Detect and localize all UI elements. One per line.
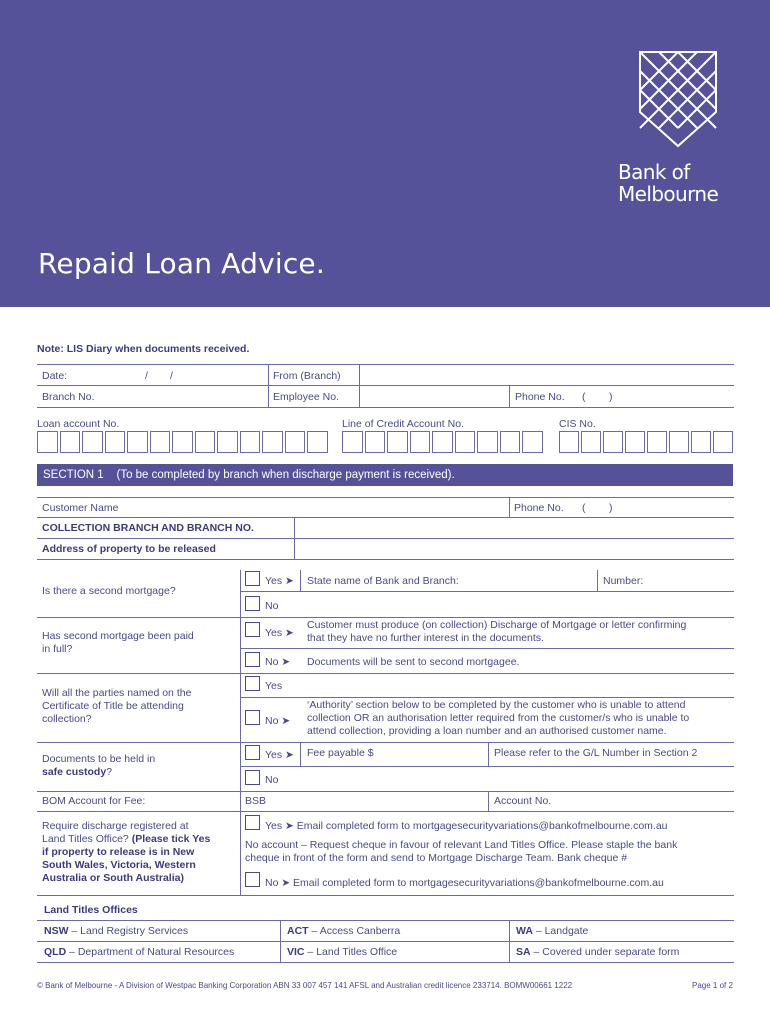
divider <box>300 570 301 591</box>
divider <box>268 364 269 407</box>
no-label: No ➤ <box>265 715 291 727</box>
state-code: ACT <box>287 925 309 937</box>
paid-in-full-yes-checkbox[interactable] <box>245 622 260 637</box>
loan-account-digit-box[interactable] <box>195 431 216 453</box>
employee-no-field[interactable] <box>361 386 507 406</box>
loan-account-digit-box[interactable] <box>240 431 261 453</box>
no-label: No ➤ <box>265 656 291 668</box>
land-office-qld <box>44 946 234 958</box>
divider <box>240 742 241 791</box>
parties-attending-question-3: collection? <box>42 713 92 725</box>
account-no-field[interactable] <box>560 792 733 810</box>
divider <box>240 617 241 673</box>
discharge-question-5: Australia or South Australia) <box>42 872 184 884</box>
discharge-question-2b: (Please tick Yes <box>131 833 211 845</box>
line-of-credit-digit-box[interactable] <box>522 431 543 453</box>
section-1-header: SECTION 1 (To be completed by branch when discharge payment is received). <box>37 464 733 486</box>
no-label: No <box>265 774 279 786</box>
phone-no-field[interactable] <box>590 386 733 406</box>
office-name: – Land Titles Office <box>304 946 398 958</box>
branch-no-label: Branch No. <box>42 391 95 403</box>
discharge-no-checkbox[interactable] <box>245 872 260 887</box>
loan-account-digit-box[interactable] <box>262 431 283 453</box>
state-code: NSW <box>44 925 69 937</box>
from-branch-label: From (Branch) <box>273 370 341 382</box>
header-banner <box>0 0 770 307</box>
phone-paren-open: ( <box>582 391 586 403</box>
loan-account-digit-box[interactable] <box>307 431 328 453</box>
divider <box>488 791 489 811</box>
yes-label: Yes ➤ <box>265 749 294 761</box>
divider <box>240 673 241 742</box>
phone-paren-close: ) <box>609 391 613 403</box>
divider <box>37 559 734 560</box>
divider <box>37 811 734 812</box>
divider <box>294 517 295 559</box>
second-mortgage-yes-checkbox[interactable] <box>245 571 260 586</box>
logo-line-2: Melbourne <box>618 182 719 206</box>
discharge-question-2a: Land Titles Office? <box>42 833 132 845</box>
account-no-label: Account No. <box>494 795 552 807</box>
divider <box>488 742 489 766</box>
cis-digit-box[interactable] <box>603 431 623 453</box>
divider <box>37 617 734 618</box>
state-code: WA <box>516 925 533 937</box>
safe-custody-question-1: Documents to be held in <box>42 753 156 765</box>
page-title: Repaid Loan Advice. <box>38 247 325 280</box>
paid-no-instruction: Documents will be sent to second mortgagee. <box>307 656 520 668</box>
divider <box>37 941 734 942</box>
loan-account-label: Loan account No. <box>37 418 120 430</box>
divider <box>240 591 734 592</box>
customer-phone-label: Phone No. <box>514 502 564 514</box>
yes-label: Yes ➤ <box>265 575 294 587</box>
cis-digit-box[interactable] <box>647 431 667 453</box>
divider <box>37 673 734 674</box>
safe-custody-bold: safe custody <box>42 766 107 778</box>
customer-name-field[interactable] <box>130 498 505 516</box>
bsb-label: BSB <box>245 795 267 807</box>
discharge-no-instruction: No ➤ Email completed form to mortgagesecurityvariations@bankofmelbourne.com.au <box>265 877 664 889</box>
discharge-question-3: if property to release is in New <box>42 846 195 858</box>
divider <box>240 811 241 895</box>
customer-phone-field[interactable] <box>590 498 733 516</box>
loan-account-digit-box[interactable] <box>285 431 306 453</box>
logo-line-1: Bank of <box>618 160 690 184</box>
divider <box>240 791 241 811</box>
loan-account-digit-box[interactable] <box>82 431 103 453</box>
date-label: Date: <box>42 370 68 382</box>
second-mortgage-paid-question-2: in full? <box>42 643 73 655</box>
line-of-credit-digit-box[interactable] <box>500 431 521 453</box>
collection-branch-label: COLLECTION BRANCH AND BRANCH NO. <box>42 522 254 534</box>
line-of-credit-digit-box[interactable] <box>342 431 363 453</box>
loan-account-digit-box[interactable] <box>105 431 126 453</box>
loan-account-digit-box[interactable] <box>60 431 81 453</box>
office-name: – Landgate <box>532 925 589 937</box>
authority-instruction-1: ‘Authority’ section below to be completed by the customer who is unable to attend <box>307 699 686 711</box>
line-of-credit-digit-box[interactable] <box>455 431 476 453</box>
divider <box>240 648 734 649</box>
from-branch-field[interactable] <box>361 365 733 384</box>
state-code: QLD <box>44 946 67 958</box>
page-number: Page 1 of 2 <box>692 981 733 990</box>
cis-no-label: CIS No. <box>559 418 596 430</box>
divider <box>37 920 734 921</box>
divider <box>509 920 510 962</box>
divider <box>509 497 510 517</box>
discharge-yes-instruction: Yes ➤ Email completed form to mortgagesecurityvariations@bankofmelbourne.com.au <box>265 820 668 832</box>
divider <box>240 697 734 698</box>
land-office-nsw <box>44 925 188 937</box>
line-of-credit-digit-box[interactable] <box>410 431 431 453</box>
land-titles-heading: Land Titles Offices <box>44 904 138 916</box>
collection-branch-field[interactable] <box>296 518 733 537</box>
no-label: No <box>265 600 279 612</box>
land-office-act <box>287 925 400 937</box>
office-name: – Covered under separate form <box>530 946 680 958</box>
divider <box>37 407 734 408</box>
line-of-credit-label: Line of Credit Account No. <box>342 418 464 430</box>
employee-no-label: Employee No. <box>273 391 339 403</box>
fee-payable-label: Fee payable $ <box>307 747 374 759</box>
parties-attending-yes-checkbox[interactable] <box>245 676 260 691</box>
line-of-credit-digit-box[interactable] <box>477 431 498 453</box>
loan-account-digit-box[interactable] <box>37 431 58 453</box>
discharge-question-1: Require discharge registered at <box>42 820 189 832</box>
discharge-question-4: South Wales, Victoria, Western <box>42 859 196 871</box>
date-field[interactable] <box>100 365 265 384</box>
parties-attending-question-2: Certificate of Title be attending <box>42 700 184 712</box>
state-name-field[interactable] <box>475 571 595 590</box>
phone-paren-close: ) <box>609 502 613 514</box>
fee-payable-field[interactable] <box>390 743 486 765</box>
lis-diary-note: Note: LIS Diary when documents received. <box>37 343 250 355</box>
state-code: SA <box>516 946 531 958</box>
discharge-yes-checkbox[interactable] <box>245 815 260 830</box>
bank-logo-wordmark <box>618 161 718 205</box>
authority-instruction-2: collection OR an authorisation letter required from the customer/s who is unable to <box>307 712 690 724</box>
loan-account-digit-box[interactable] <box>217 431 238 453</box>
date-separator: / <box>170 370 173 382</box>
branch-no-field[interactable] <box>110 386 265 406</box>
line-of-credit-digit-box[interactable] <box>365 431 386 453</box>
date-separator: / <box>145 370 148 382</box>
gl-number-note: Please refer to the G/L Number in Section 2 <box>494 747 698 759</box>
bom-account-label: BOM Account for Fee: <box>42 795 146 807</box>
line-of-credit-digit-box[interactable] <box>432 431 453 453</box>
discharge-question-2 <box>42 833 210 845</box>
office-name: – Department of Natural Resources <box>66 946 235 958</box>
divider <box>240 570 241 617</box>
number-field[interactable] <box>650 571 733 590</box>
paid-yes-instruction-1: Customer must produce (on collection) Discharge of Mortgage or letter confirming <box>307 619 687 631</box>
land-office-vic <box>287 946 397 958</box>
office-name: – Land Registry Services <box>68 925 189 937</box>
land-office-wa <box>516 925 588 937</box>
loan-account-digit-box[interactable] <box>127 431 148 453</box>
second-mortgage-no-checkbox[interactable] <box>245 596 260 611</box>
parties-attending-no-checkbox[interactable] <box>245 710 260 725</box>
bsb-field[interactable] <box>270 792 486 810</box>
divider <box>240 766 734 767</box>
land-office-sa <box>516 946 679 958</box>
customer-name-label: Customer Name <box>42 502 119 514</box>
divider <box>37 895 734 896</box>
loan-account-digit-box[interactable] <box>150 431 171 453</box>
yes-label: Yes ➤ <box>265 627 294 639</box>
divider <box>280 920 281 962</box>
yes-label: Yes <box>265 680 283 692</box>
cis-digit-box[interactable] <box>691 431 711 453</box>
divider <box>300 742 301 766</box>
safe-custody-yes-checkbox[interactable] <box>245 745 260 760</box>
no-account-instruction-2: cheque in front of the form and send to Mortgage Discharge Team. Bank cheque # <box>245 852 628 864</box>
cis-digit-box[interactable] <box>669 431 689 453</box>
safe-custody-question-2 <box>42 766 112 778</box>
loan-account-digit-box[interactable] <box>172 431 193 453</box>
parties-attending-question-1: Will all the parties named on the <box>42 687 192 699</box>
paid-yes-instruction-2: that they have no further interest in the documents. <box>307 632 544 644</box>
second-mortgage-paid-question-1: Has second mortgage been paid <box>42 630 194 642</box>
second-mortgage-question: Is there a second mortgage? <box>42 585 176 597</box>
bank-logo-icon <box>638 50 718 148</box>
number-label: Number: <box>603 575 644 587</box>
safe-custody-qmark: ? <box>106 766 113 778</box>
address-label: Address of property to be released <box>42 543 216 555</box>
office-name: – Access Canberra <box>308 925 401 937</box>
cis-digit-box[interactable] <box>581 431 601 453</box>
divider <box>37 742 734 743</box>
divider <box>597 570 598 591</box>
state-name-label: State name of Bank and Branch: <box>307 575 459 587</box>
paid-in-full-no-checkbox[interactable] <box>245 652 260 667</box>
divider <box>509 385 510 407</box>
address-field[interactable] <box>296 539 733 558</box>
phone-paren-open: ( <box>582 502 586 514</box>
no-account-instruction-1: No account – Request cheque in favour of relevant Land Titles Office. Please staple the bank <box>245 839 678 851</box>
cis-digit-box[interactable] <box>713 431 733 453</box>
line-of-credit-digit-box[interactable] <box>387 431 408 453</box>
cis-digit-box[interactable] <box>559 431 579 453</box>
state-code: VIC <box>287 946 305 958</box>
safe-custody-no-checkbox[interactable] <box>245 770 260 785</box>
phone-no-label: Phone No. <box>515 391 565 403</box>
divider <box>359 364 360 385</box>
authority-instruction-3: attend collection, providing a loan number and an authorised customer name. <box>307 725 667 737</box>
cis-digit-box[interactable] <box>625 431 645 453</box>
divider <box>37 962 734 963</box>
divider <box>359 385 360 407</box>
footer-legal: © Bank of Melbourne - A Division of Westpac Banking Corporation ABN 33 007 457 141 AFSL and Australian credit licence 233714. BOMW00661 1222 <box>37 981 573 990</box>
